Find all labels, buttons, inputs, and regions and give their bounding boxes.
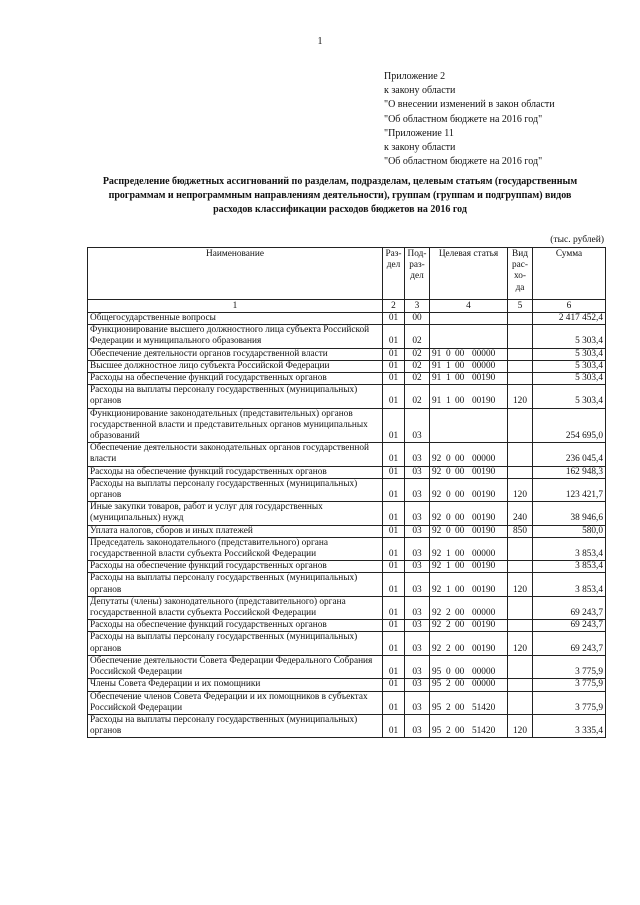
target-main-event: 00 <box>455 490 465 501</box>
target-program: 92 <box>432 513 442 524</box>
appendix-line: "Об областном бюджете на 2016 год" <box>384 113 543 125</box>
row-name: Обеспечение деятельности органов государственной власти <box>88 348 383 360</box>
row-subsection: 00 <box>405 313 430 325</box>
row-section: 01 <box>383 573 405 596</box>
row-section: 01 <box>383 385 405 408</box>
row-target <box>430 655 508 678</box>
table-row <box>88 373 606 385</box>
row-target <box>430 596 508 619</box>
row-name: Иные закупки товаров, работ и услуг для государственных (муниципальных) нужд <box>88 502 383 525</box>
target-subprogram: 0 <box>446 490 451 501</box>
table-row <box>88 620 606 632</box>
row-amount: 3 775,9 <box>533 679 606 691</box>
appendix-block <box>384 70 555 169</box>
row-name: Высшее должностное лицо субъекта Российской Федерации <box>88 360 383 372</box>
row-expense-type <box>508 655 533 678</box>
row-amount: 69 243,7 <box>533 632 606 655</box>
row-expense-type <box>508 360 533 372</box>
row-target <box>430 478 508 501</box>
target-direction: 51420 <box>472 726 496 737</box>
row-section: 01 <box>383 325 405 348</box>
target-subprogram: 2 <box>446 643 451 654</box>
target-direction: 00190 <box>472 490 496 501</box>
row-section: 01 <box>383 620 405 632</box>
row-subsection: 03 <box>405 537 430 560</box>
header-expense-type: Вид рас- хо- да <box>508 248 533 300</box>
row-name: Расходы на выплаты персоналу государственных (муниципальных) органов <box>88 478 383 501</box>
target-subprogram: 1 <box>446 584 451 595</box>
target-program: 92 <box>432 561 442 572</box>
page-number: 1 <box>317 36 323 47</box>
target-direction: 51420 <box>472 702 496 713</box>
row-expense-type <box>508 466 533 478</box>
row-expense-type: 120 <box>508 573 533 596</box>
row-amount: 5 303,4 <box>533 348 606 360</box>
table-row <box>88 408 606 443</box>
row-amount: 69 243,7 <box>533 596 606 619</box>
column-number-row <box>88 300 606 313</box>
row-amount: 3 853,4 <box>533 573 606 596</box>
row-section: 01 <box>383 360 405 372</box>
row-expense-type <box>508 325 533 348</box>
table-row <box>88 596 606 619</box>
table-row <box>88 360 606 372</box>
target-main-event: 00 <box>455 396 465 407</box>
column-number: 5 <box>508 300 533 313</box>
row-name: Председатель законодательного (представительного) органа государственной власти субъекта Российской Федерации <box>88 537 383 560</box>
target-direction: 00190 <box>472 466 496 477</box>
table-row <box>88 537 606 560</box>
target-main-event: 00 <box>455 373 465 384</box>
header-section: Раз- дел <box>383 248 405 300</box>
row-name: Расходы на обеспечение функций государственных органов <box>88 466 383 478</box>
target-program: 92 <box>432 584 442 595</box>
row-section: 01 <box>383 502 405 525</box>
target-main-event: 00 <box>455 620 465 631</box>
row-target <box>430 691 508 714</box>
header-target: Целевая статья <box>430 248 508 300</box>
target-main-event: 00 <box>455 702 465 713</box>
column-number: 6 <box>533 300 606 313</box>
row-target <box>430 561 508 573</box>
row-amount: 5 303,4 <box>533 325 606 348</box>
appendix-line: "Приложение 11 <box>384 127 454 139</box>
row-amount: 236 045,4 <box>533 443 606 466</box>
table-row <box>88 714 606 737</box>
row-section: 01 <box>383 691 405 714</box>
row-target <box>430 502 508 525</box>
row-target <box>430 313 508 325</box>
budget-table <box>87 247 606 738</box>
row-subsection: 03 <box>405 679 430 691</box>
row-subsection: 03 <box>405 620 430 632</box>
target-direction: 00190 <box>472 513 496 524</box>
table-row <box>88 478 606 501</box>
target-program: 95 <box>432 679 442 690</box>
appendix-line: к закону области <box>384 85 456 97</box>
row-section: 01 <box>383 632 405 655</box>
target-subprogram: 1 <box>446 360 451 371</box>
row-target <box>430 537 508 560</box>
target-program: 92 <box>432 643 442 654</box>
column-number: 4 <box>430 300 508 313</box>
row-expense-type <box>508 691 533 714</box>
target-subprogram: 1 <box>446 396 451 407</box>
row-target <box>430 373 508 385</box>
target-subprogram: 2 <box>446 679 451 690</box>
target-program: 92 <box>432 466 442 477</box>
target-direction: 00190 <box>472 584 496 595</box>
row-name: Расходы на выплаты персоналу государственных (муниципальных) органов <box>88 573 383 596</box>
target-program: 91 <box>432 360 442 371</box>
row-name: Обеспечение членов Совета Федерации и их помощников в субъектах Российской Федерации <box>88 691 383 714</box>
target-main-event: 00 <box>455 549 465 560</box>
appendix-line: Приложение 2 <box>384 71 446 82</box>
row-expense-type <box>508 537 533 560</box>
row-amount: 162 948,3 <box>533 466 606 478</box>
target-program: 95 <box>432 726 442 737</box>
row-expense-type <box>508 679 533 691</box>
row-expense-type: 120 <box>508 714 533 737</box>
row-section: 01 <box>383 714 405 737</box>
row-subsection: 02 <box>405 385 430 408</box>
title-line: Распределение бюджетных ассигнований по разделам, подразделам, целевым статьям (государственным <box>102 176 578 187</box>
row-amount: 5 303,4 <box>533 360 606 372</box>
target-main-event: 00 <box>455 667 465 678</box>
target-program: 95 <box>432 667 442 678</box>
target-direction: 00000 <box>472 679 496 690</box>
row-target <box>430 632 508 655</box>
target-subprogram: 0 <box>446 454 451 465</box>
header-amount: Сумма <box>533 248 606 300</box>
table-row <box>88 502 606 525</box>
row-target <box>430 385 508 408</box>
row-subsection: 03 <box>405 443 430 466</box>
target-direction: 00190 <box>472 620 496 631</box>
target-subprogram: 0 <box>446 667 451 678</box>
row-section: 01 <box>383 408 405 443</box>
target-direction: 00190 <box>472 643 496 654</box>
column-number: 1 <box>88 300 383 313</box>
target-subprogram: 2 <box>446 620 451 631</box>
row-subsection: 02 <box>405 325 430 348</box>
table-header-row <box>88 248 606 300</box>
target-main-event: 00 <box>455 348 465 359</box>
row-amount: 2 417 452,4 <box>533 313 606 325</box>
row-amount: 3 335,4 <box>533 714 606 737</box>
target-subprogram: 0 <box>446 466 451 477</box>
row-subsection: 03 <box>405 632 430 655</box>
row-amount: 69 243,7 <box>533 620 606 632</box>
appendix-line: "Об областном бюджете на 2016 год" <box>384 156 543 168</box>
target-main-event: 00 <box>455 561 465 572</box>
row-subsection: 02 <box>405 373 430 385</box>
row-name: Расходы на выплаты персоналу государственных (муниципальных) органов <box>88 385 383 408</box>
target-subprogram: 1 <box>446 373 451 384</box>
row-expense-type <box>508 620 533 632</box>
row-section: 01 <box>383 679 405 691</box>
row-target <box>430 325 508 348</box>
target-direction: 00000 <box>472 348 496 359</box>
row-expense-type <box>508 348 533 360</box>
row-expense-type <box>508 561 533 573</box>
row-expense-type <box>508 373 533 385</box>
row-subsection: 03 <box>405 466 430 478</box>
target-program: 91 <box>432 373 442 384</box>
target-main-event: 00 <box>455 608 465 619</box>
target-program: 92 <box>432 525 442 536</box>
row-target <box>430 360 508 372</box>
row-expense-type: 120 <box>508 632 533 655</box>
target-subprogram: 0 <box>446 525 451 536</box>
row-target <box>430 525 508 537</box>
target-program: 91 <box>432 348 442 359</box>
table-row <box>88 313 606 325</box>
units-label: (тыс. рублей) <box>550 235 604 245</box>
row-target <box>430 714 508 737</box>
target-direction: 00000 <box>472 360 496 371</box>
target-main-event: 00 <box>455 513 465 524</box>
appendix-line: "О внесении изменений в закон области <box>384 99 555 111</box>
row-section: 01 <box>383 348 405 360</box>
title-line: программам и непрограммным направлениям деятельности), группам (группам и подгруппам) видов <box>108 190 572 201</box>
row-section: 01 <box>383 373 405 385</box>
row-name: Функционирование законодательных (представительных) органов государственной власти и представительных органов муниципальных образований <box>88 408 383 443</box>
table-row <box>88 561 606 573</box>
row-target <box>430 408 508 443</box>
target-program: 92 <box>432 490 442 501</box>
target-direction: 00000 <box>472 549 496 560</box>
row-name: Обеспечение деятельности Совета Федерации Федерального Собрания Российской Федерации <box>88 655 383 678</box>
target-direction: 00190 <box>472 525 496 536</box>
target-direction: 00190 <box>472 561 496 572</box>
table-row <box>88 325 606 348</box>
row-name: Расходы на обеспечение функций государственных органов <box>88 561 383 573</box>
row-amount: 3 775,9 <box>533 655 606 678</box>
row-name: Расходы на обеспечение функций государственных органов <box>88 620 383 632</box>
row-subsection: 03 <box>405 502 430 525</box>
row-subsection: 03 <box>405 573 430 596</box>
row-amount: 5 303,4 <box>533 373 606 385</box>
row-amount: 580,0 <box>533 525 606 537</box>
row-subsection: 03 <box>405 691 430 714</box>
target-subprogram: 2 <box>446 702 451 713</box>
row-name: Расходы на выплаты персоналу государственных (муниципальных) органов <box>88 714 383 737</box>
document-title <box>80 175 600 217</box>
row-target <box>430 466 508 478</box>
row-subsection: 03 <box>405 596 430 619</box>
row-amount: 123 421,7 <box>533 478 606 501</box>
row-subsection: 03 <box>405 408 430 443</box>
row-subsection: 03 <box>405 478 430 501</box>
target-subprogram: 0 <box>446 348 451 359</box>
target-direction: 00000 <box>472 667 496 678</box>
row-expense-type: 120 <box>508 478 533 501</box>
table-row <box>88 679 606 691</box>
row-target <box>430 573 508 596</box>
row-name: Общегосударственные вопросы <box>88 313 383 325</box>
row-section: 01 <box>383 596 405 619</box>
target-direction: 00190 <box>472 396 496 407</box>
target-subprogram: 0 <box>446 513 451 524</box>
table-row <box>88 443 606 466</box>
row-amount: 3 775,9 <box>533 691 606 714</box>
row-name: Депутаты (члены) законодательного (представительного) органа государственной власти субъекта Российской Федерации <box>88 596 383 619</box>
row-expense-type: 240 <box>508 502 533 525</box>
target-program: 92 <box>432 549 442 560</box>
row-target <box>430 679 508 691</box>
row-subsection: 02 <box>405 348 430 360</box>
row-expense-type: 850 <box>508 525 533 537</box>
table-row <box>88 466 606 478</box>
target-direction: 00190 <box>472 373 496 384</box>
row-subsection: 03 <box>405 714 430 737</box>
row-name: Функционирование высшего должностного лица субъекта Российской Федерации и муниципального образования <box>88 325 383 348</box>
target-main-event: 00 <box>455 525 465 536</box>
table-row <box>88 655 606 678</box>
row-section: 01 <box>383 525 405 537</box>
row-expense-type: 120 <box>508 385 533 408</box>
row-section: 01 <box>383 561 405 573</box>
target-program: 92 <box>432 608 442 619</box>
table-row <box>88 691 606 714</box>
row-amount: 3 853,4 <box>533 537 606 560</box>
row-subsection: 03 <box>405 561 430 573</box>
target-main-event: 00 <box>455 643 465 654</box>
row-subsection: 02 <box>405 360 430 372</box>
row-name: Уплата налогов, сборов и иных платежей <box>88 525 383 537</box>
row-amount: 254 695,0 <box>533 408 606 443</box>
row-expense-type <box>508 443 533 466</box>
appendix-line: к закону области <box>384 142 456 154</box>
row-amount: 3 853,4 <box>533 561 606 573</box>
row-name: Обеспечение деятельности законодательных органов государственной власти <box>88 443 383 466</box>
row-amount: 5 303,4 <box>533 385 606 408</box>
row-name: Члены Совета Федерации и их помощники <box>88 679 383 691</box>
row-section: 01 <box>383 443 405 466</box>
target-main-event: 00 <box>455 454 465 465</box>
row-section: 01 <box>383 655 405 678</box>
row-subsection: 03 <box>405 655 430 678</box>
target-subprogram: 2 <box>446 726 451 737</box>
target-program: 95 <box>432 702 442 713</box>
row-section: 01 <box>383 313 405 325</box>
row-section: 01 <box>383 537 405 560</box>
table-row <box>88 525 606 537</box>
row-expense-type <box>508 408 533 443</box>
table-row <box>88 573 606 596</box>
column-number: 2 <box>383 300 405 313</box>
header-subsection: Под- раз- дел <box>405 248 430 300</box>
row-section: 01 <box>383 478 405 501</box>
row-name: Расходы на выплаты персоналу государственных (муниципальных) органов <box>88 632 383 655</box>
target-program: 92 <box>432 454 442 465</box>
header-name: Наименование <box>88 248 383 300</box>
target-main-event: 00 <box>455 466 465 477</box>
target-subprogram: 2 <box>446 608 451 619</box>
row-expense-type <box>508 596 533 619</box>
target-subprogram: 1 <box>446 561 451 572</box>
column-number: 3 <box>405 300 430 313</box>
target-direction: 00000 <box>472 454 496 465</box>
row-amount: 38 946,6 <box>533 502 606 525</box>
row-target <box>430 443 508 466</box>
title-line: расходов классификации расходов бюджетов на 2016 год <box>213 204 467 215</box>
table-row <box>88 385 606 408</box>
row-target <box>430 620 508 632</box>
table-row <box>88 348 606 360</box>
target-subprogram: 1 <box>446 549 451 560</box>
row-section: 01 <box>383 466 405 478</box>
target-program: 92 <box>432 620 442 631</box>
row-subsection: 03 <box>405 525 430 537</box>
target-direction: 00000 <box>472 608 496 619</box>
target-main-event: 00 <box>455 584 465 595</box>
row-expense-type <box>508 313 533 325</box>
row-target <box>430 348 508 360</box>
table-row <box>88 632 606 655</box>
target-main-event: 00 <box>455 360 465 371</box>
target-program: 91 <box>432 396 442 407</box>
target-main-event: 00 <box>455 726 465 737</box>
target-main-event: 00 <box>455 679 465 690</box>
row-name: Расходы на обеспечение функций государственных органов <box>88 373 383 385</box>
